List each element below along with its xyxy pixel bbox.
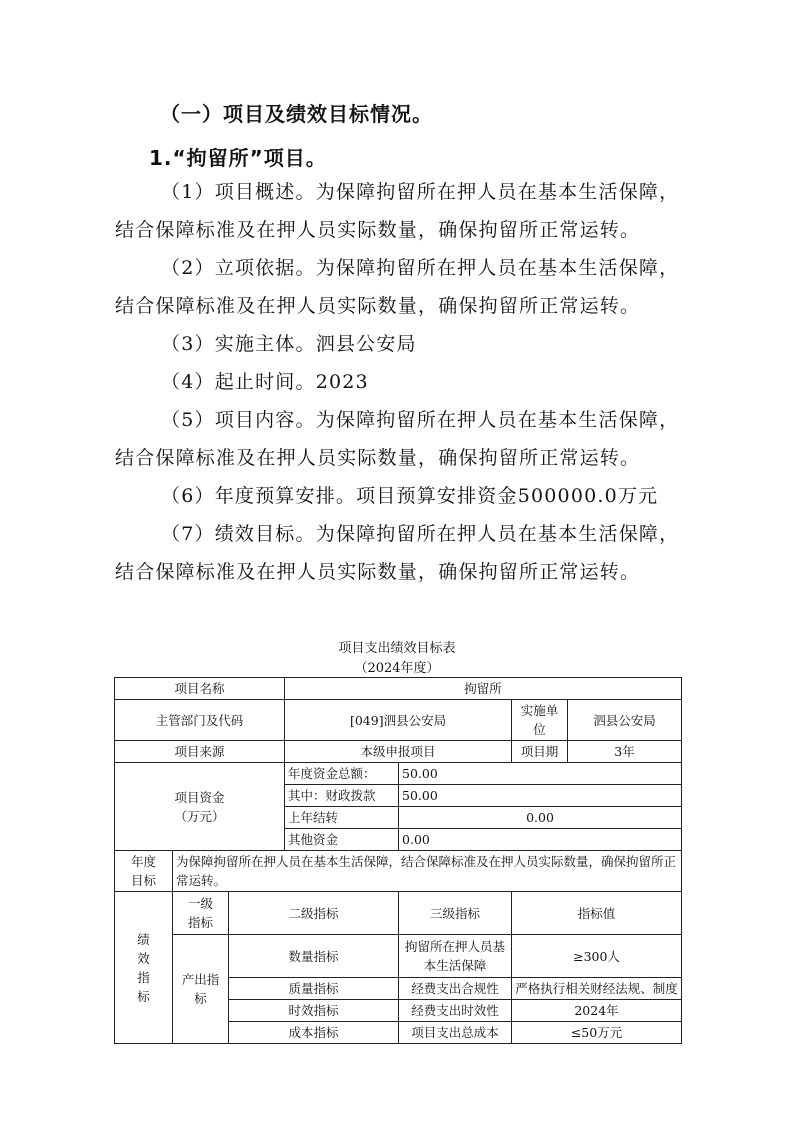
period-value: 3年 bbox=[568, 741, 682, 763]
level1-header-line: 指标 bbox=[187, 915, 213, 930]
annual-goal-text: 为保障拘留所在押人员在基本生活保障，结合保障标准及在押人员实际数量，确保拘留所正常运转。 bbox=[173, 851, 682, 892]
paragraph-line: 结合保障标准及在押人员实际数量，确保拘留所正常运转。 bbox=[115, 219, 641, 241]
unit-label: 实施单位 bbox=[512, 700, 568, 741]
paragraph-line: 结合保障标准及在押人员实际数量，确保拘留所正常运转。 bbox=[115, 561, 641, 583]
fiscal-value: 50.00 bbox=[399, 785, 682, 807]
indicator-label bbox=[115, 892, 173, 1044]
unit-value: 泗县公安局 bbox=[568, 700, 682, 741]
table-row bbox=[115, 763, 682, 785]
level3-cell: 项目支出总成本 bbox=[399, 1022, 512, 1044]
paragraph-line: （2）立项依据。为保障拘留所在押人员在基本生活保障， bbox=[161, 257, 680, 279]
level3-header: 三级指标 bbox=[399, 892, 512, 935]
source-value: 本级申报项目 bbox=[285, 741, 512, 763]
paragraph-time bbox=[115, 363, 695, 401]
level1-header bbox=[173, 892, 229, 935]
level1-header-line: 一级 bbox=[187, 896, 213, 911]
table-row bbox=[115, 700, 682, 741]
value-cell: 2024年 bbox=[512, 1000, 682, 1022]
indicator-char: 标 bbox=[137, 988, 150, 1004]
paragraph-line: （7）绩效目标。为保障拘留所在押人员在基本生活保障， bbox=[161, 523, 680, 545]
funds-label-line: 项目资金 bbox=[174, 789, 225, 805]
paragraph-subject bbox=[115, 325, 695, 363]
paragraph-line: （5）项目内容。为保障拘留所在押人员在基本生活保障， bbox=[161, 409, 680, 431]
goal-label-line: 目标 bbox=[130, 873, 156, 888]
indicator-char: 指 bbox=[137, 969, 150, 985]
paragraph-basis bbox=[115, 249, 695, 325]
funds-label bbox=[115, 763, 285, 851]
project-name-label: 项目名称 bbox=[115, 678, 285, 700]
project-heading: 1.“拘留所”项目。 bbox=[149, 146, 327, 170]
paragraph-line: （1）项目概述。为保障拘留所在押人员在基本生活保障， bbox=[161, 181, 680, 203]
other-funds-label: 其他资金 bbox=[285, 829, 399, 851]
level2-cell: 质量指标 bbox=[229, 978, 399, 1000]
level2-cell: 成本指标 bbox=[229, 1022, 399, 1044]
value-cell: ≤50万元 bbox=[512, 1022, 682, 1044]
table-row bbox=[115, 741, 682, 763]
goal-label-line: 年度 bbox=[130, 854, 156, 869]
indicator-char: 效 bbox=[137, 950, 150, 966]
table-row bbox=[115, 935, 682, 978]
dept-value: [049]泗县公安局 bbox=[285, 700, 512, 741]
level2-header: 二级指标 bbox=[229, 892, 399, 935]
value-cell: 严格执行相关财经法规、制度 bbox=[512, 978, 682, 1000]
paragraph-line: （3）实施主体。泗县公安局 bbox=[161, 333, 417, 355]
source-label: 项目来源 bbox=[115, 741, 285, 763]
carryover-value: 0.00 bbox=[399, 807, 682, 829]
value-header: 指标值 bbox=[512, 892, 682, 935]
table-row bbox=[115, 678, 682, 700]
paragraph-budget bbox=[115, 477, 695, 515]
dept-label: 主管部门及代码 bbox=[115, 700, 285, 741]
level2-cell: 数量指标 bbox=[229, 935, 399, 978]
funds-label-line: （万元） bbox=[174, 808, 225, 824]
table-title: 项目支出绩效目标表 bbox=[338, 641, 456, 656]
period-label: 项目期 bbox=[512, 741, 568, 763]
value-cell: ≥300人 bbox=[512, 935, 682, 978]
paragraph-line: 结合保障标准及在押人员实际数量，确保拘留所正常运转。 bbox=[115, 295, 641, 317]
table-row bbox=[115, 851, 682, 892]
table-row bbox=[115, 892, 682, 935]
paragraph-content bbox=[115, 401, 695, 477]
level3-cell: 拘留所在押人员基本生活保障 bbox=[399, 935, 512, 978]
paragraph-line: 结合保障标准及在押人员实际数量，确保拘留所正常运转。 bbox=[115, 447, 641, 469]
output-indicator-label: 产出指标 bbox=[173, 935, 229, 1044]
table-subtitle: （2024年度） bbox=[354, 661, 440, 676]
paragraph-line: （6）年度预算安排。项目预算安排资金500000.0万元 bbox=[161, 485, 659, 507]
performance-table bbox=[114, 677, 682, 1044]
level3-cell: 经费支出合规性 bbox=[399, 978, 512, 1000]
level3-cell: 经费支出时效性 bbox=[399, 1000, 512, 1022]
other-funds-value: 0.00 bbox=[399, 829, 682, 851]
paragraph-goal bbox=[115, 515, 695, 591]
section-heading: （一）项目及绩效目标情况。 bbox=[160, 102, 433, 126]
paragraph-line: （4）起止时间。2023 bbox=[161, 371, 369, 393]
annual-total-value: 50.00 bbox=[399, 763, 682, 785]
level2-cell: 时效指标 bbox=[229, 1000, 399, 1022]
fiscal-label: 其中：财政拨款 bbox=[285, 785, 399, 807]
annual-total-label: 年度资金总额： bbox=[285, 763, 399, 785]
annual-goal-label bbox=[115, 851, 173, 892]
project-name-value: 拘留所 bbox=[285, 678, 682, 700]
indicator-char: 绩 bbox=[137, 931, 150, 947]
paragraph-overview bbox=[115, 173, 695, 249]
carryover-label: 上年结转 bbox=[285, 807, 399, 829]
